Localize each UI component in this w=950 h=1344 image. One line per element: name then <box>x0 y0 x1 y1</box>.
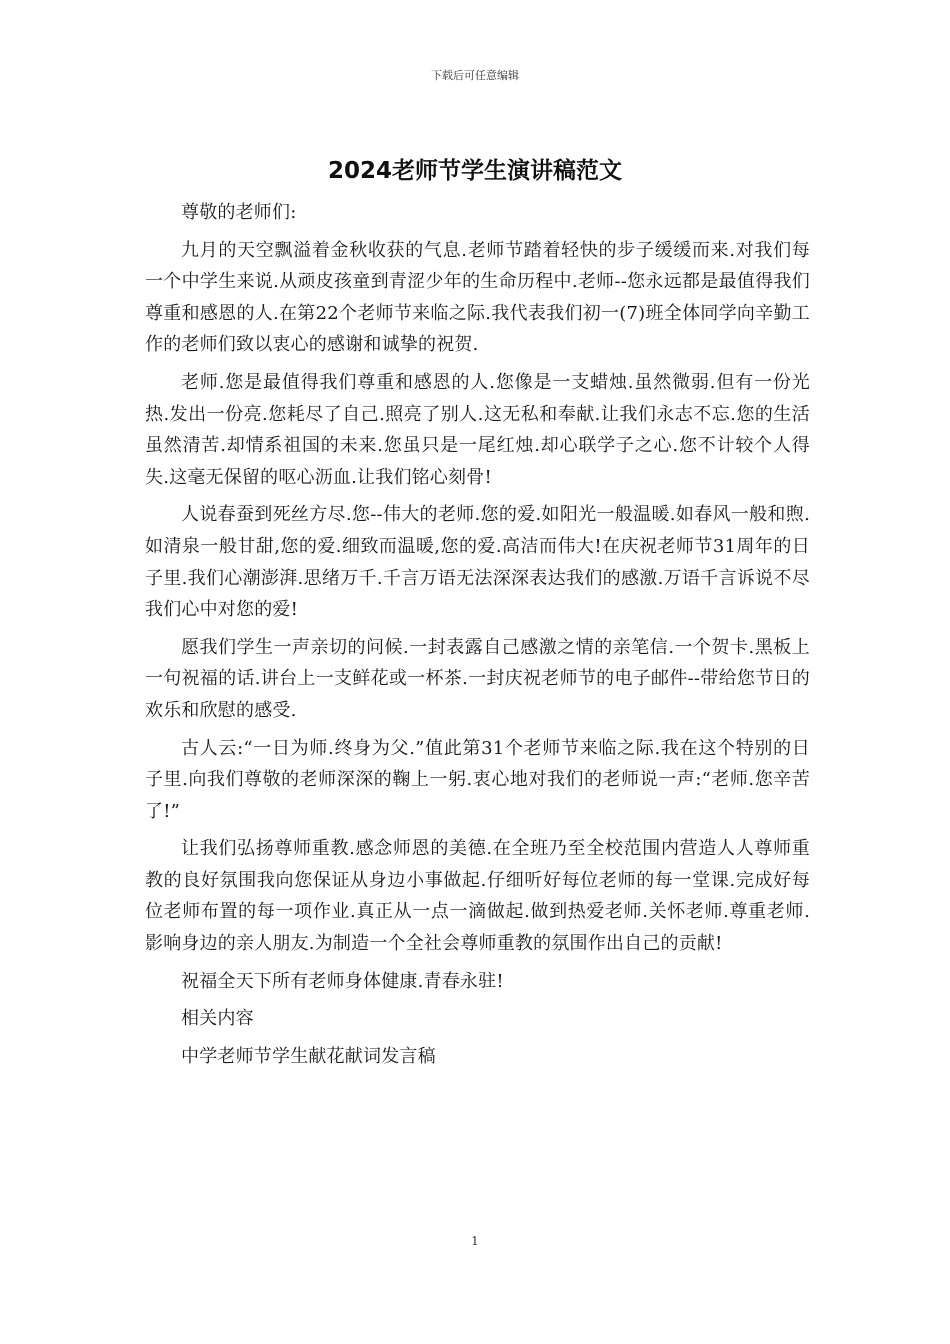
document-title: 2024老师节学生演讲稿范文 <box>327 158 622 184</box>
paragraph-1: 九月的天空飘溢着金秋收获的气息.老师节踏着轻快的步子缓缓而来.对我们每一个中学生来说.从顽皮孩童到青涩少年的生命历程中.老师--您永远都是最值得我们尊重和感恩的人.在第22个老师节来临之际.我代表我们初一(7)班全体同学向辛勤工作的老师们致以衷心的感谢和诚挚的祝贺. <box>145 239 810 356</box>
page-number: 1 <box>471 1234 479 1248</box>
related-content-label: 相关内容 <box>181 1008 254 1030</box>
paragraph-5: 古人云:“一日为师.终身为父.”值此第31个老师节来临之际.我在这个特别的日子里.向我们尊敬的老师深深的鞠上一躬.衷心地对我们的老师说一声:“老师.您辛苦了!” <box>145 737 810 822</box>
salutation: 尊敬的老师们: <box>181 202 297 223</box>
paragraph-2: 老师.您是最值得我们尊重和感恩的人.您像是一支蜡烛.虽然微弱.但有一份光热.发出一份亮.您耗尽了自己.照亮了别人.这无私和奉献.让我们永志不忘.您的生活虽然清苦.却情系祖国的未来.您虽只是一尾红烛.却心联学子之心.您不计较个人得失.这毫无保留的呕心沥血.让我们铭心刻骨! <box>145 371 810 488</box>
paragraph-6: 让我们弘扬尊师重教.感念师恩的美德.在全班乃至全校范围内营造人人尊师重教的良好氛围我向您保证从身边小事做起.仔细听好每位老师的每一堂课.完成好每位老师布置的每一项作业.真正从一点一滴做起.做到热爱老师.关怀老师.尊重老师.影响身边的亲人朋友.为制造一个全社会尊师重教的氛围作出自己的贡献! <box>145 838 810 955</box>
header-note: 下载后可任意编辑 <box>431 69 519 82</box>
related-content-item: 中学老师节学生献花献词发言稿 <box>181 1045 436 1067</box>
paragraph-4: 愿我们学生一声亲切的问候.一封表露自己感激之情的亲笔信.一个贺卡.黑板上一句祝福的话.讲台上一支鲜花或一杯茶.一封庆祝老师节的电子邮件--带给您节日的欢乐和欣慰的感受. <box>145 636 810 721</box>
document-body <box>145 197 810 1078</box>
paragraph-3: 人说春蚕到死丝方尽.您--伟大的老师.您的爱.如阳光一般温暖.如春风一般和煦.如清泉一般甘甜,您的爱.细致而温暖,您的爱.高洁而伟大!在庆祝老师节31周年的日子里.我们心潮澎湃.思绪万千.千言万语无法深深表达我们的感激.万语千言诉说不尽我们心中对您的爱! <box>145 504 810 621</box>
closing-wish: 祝福全天下所有老师身体健康.青春永驻! <box>181 970 504 992</box>
